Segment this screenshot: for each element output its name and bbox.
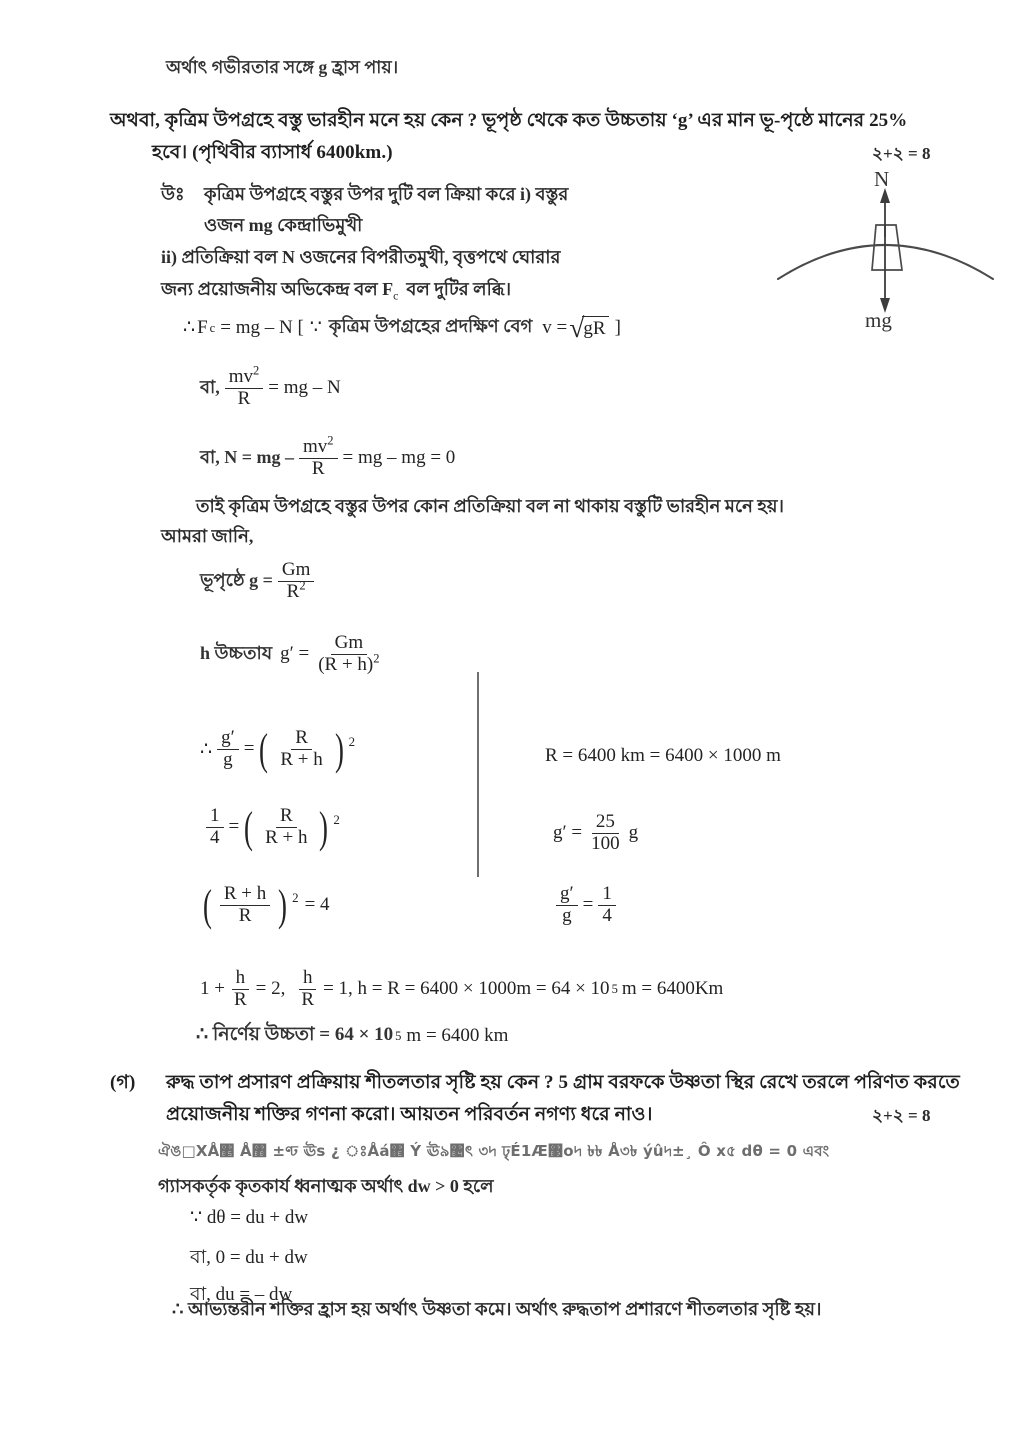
ba2-rhs: = mg – mg = 0 (342, 447, 456, 469)
ratio-lhs-fraction (217, 728, 239, 770)
thermo-conclusion: ∴ আভ্যন্তরীন শক্তির হ্রাস হয় অর্থাৎ উষ্ণতা কমে। অর্থাৎ রুদ্ধতাপ প্রশারণে শীতলতার সৃষ্টি হয়। (172, 1299, 822, 1319)
left-paren: ( (259, 723, 269, 774)
ratio-equals: = (243, 738, 255, 760)
gprime-fraction (587, 812, 624, 854)
therefore-symbol: ∴ (183, 317, 196, 338)
section-g-marks: ২+২ = 8 (872, 1106, 931, 1125)
gprime-tail: g (628, 822, 639, 844)
ba1-denominator: R (237, 387, 251, 409)
ratio-rhs-den: R + h (280, 748, 323, 770)
section-g-label: (গ) (110, 1072, 136, 1093)
equation-ba2 (200, 433, 456, 479)
answer-line-2: ওজন mg কেন্দ্রাভিমুখী (204, 215, 363, 235)
alt-question-line1: অথবা, কৃত্রিম উপগ্রহে বস্তু ভারহীন মনে হয় কেন ? ভূপৃষ্ঠ থেকে কত উচ্চতায় ‘g’ এর মান ভূ-পৃষ্ঠে মানের 25% (110, 110, 908, 131)
equation-fc: ∴ F c = mg – N [ ∵ কৃত্রিম উপগ্রহের প্রদক্ষিণ বেগ v = √ gR ] (183, 311, 621, 343)
quarter-lhs-fraction (206, 806, 224, 848)
quarter-right-paren: ) (319, 801, 329, 852)
equation-final-1: 1 + $\frac{h}{R}$ = 2, $\frac{h}{R}$ = 1, h = R = 6400 × 1000m = 64 × 10 5 m = 6400Km (200, 967, 724, 1010)
sqrt-gr (569, 311, 608, 343)
ba1-rhs: = mg – N (268, 377, 341, 399)
g-height-label: h উচ্চতায (200, 642, 273, 663)
quarter-rhs-num: R (276, 806, 297, 828)
equation-g-surface (200, 560, 317, 602)
final1-d: m = 6400Km (621, 978, 724, 1000)
answer-line-4a: জন্য প্রয়োজনীয় অভিকেন্দ্র বল F (161, 279, 394, 299)
equation-ba1 (200, 363, 341, 409)
answer-line-4-sub: c (393, 288, 399, 303)
equation-ratio-gg (200, 723, 356, 774)
g-height-lhs: g′ = (280, 643, 310, 665)
fc-close-bracket: ] (614, 316, 621, 338)
final1-fraction-1 (230, 968, 251, 1010)
final2-b: m = 6400 km (406, 1025, 509, 1046)
equation-inverted (200, 879, 330, 930)
inverted-right-paren: ) (278, 879, 288, 930)
thermo-equation-1: ∵ dθ = du + dw (190, 1207, 309, 1228)
ggq-lhs-den: g (562, 904, 572, 926)
ba2-prefix: বা, N = mg – (200, 446, 294, 467)
quarter-equals: = (228, 816, 240, 838)
ba2-denominator: R (311, 457, 325, 479)
sqrt-radicand: gR (582, 316, 608, 340)
gprime-lhs: g′ = (553, 822, 583, 844)
gprime-den: 100 (591, 832, 620, 854)
answer-line-1: কৃত্রিম উপগ্রহে বস্তুর উপর দুটি বল ক্রিয়া করে i) বস্তুর (204, 184, 569, 204)
fc-lhs: F (197, 316, 208, 338)
ratio-rhs-fraction (276, 728, 326, 770)
answer-line-3: ii) প্রতিক্রিয়া বল N ওজনের বিপরীতমুখী, বৃত্তপথে ঘোরার (161, 247, 561, 267)
inverted-equals-four: = 4 (304, 894, 330, 916)
answer-line-4 (161, 275, 511, 306)
inverted-den: R (238, 904, 252, 926)
quarter-rhs-fraction (261, 806, 311, 848)
inverted-power: 2 (292, 889, 299, 905)
ggq-rhs-den: 4 (602, 904, 612, 926)
ggq-rhs-num: 1 (598, 884, 616, 906)
fc-v: v = (542, 316, 568, 338)
final1-fraction-2 (297, 968, 318, 1010)
quarter-lhs-num: 1 (206, 806, 224, 828)
quarter-left-paren: ( (244, 801, 254, 852)
ba1-numerator: $mv^2$ (225, 367, 264, 389)
ratio-lhs-den: g (223, 748, 233, 770)
g-height-denominator: $(R + h)^2$ (318, 651, 380, 675)
top-note: অর্থাৎ গভীরতার সঙ্গে g হ্রাস পায়। (166, 57, 399, 77)
final1-den-1: R (233, 988, 247, 1010)
ba1-fraction (225, 363, 264, 409)
final1-num-1: h (232, 968, 250, 990)
answer-line-4b: বল দুটির লব্ধি। (406, 279, 512, 299)
ba1-prefix: বা, (200, 376, 220, 397)
thermo-equation-3: বা, du = – dw (190, 1284, 293, 1305)
answer-paragraph-2: আমরা জানি, (161, 526, 254, 546)
equation-final-2: ∴ নির্ণেয় উচ্চতা = 64 × 10 5 m = 6400 km (196, 1020, 508, 1052)
garbled-encoding-line: ঐঙ□XÅ঵ Å঻ ±ণ্ঢ ঊs ¿ ঃÅá঎ Ý ঊ৯঴ৎ ৩৸ ঢ়ৃÉ1Æ঳o৸ ৳৳ Å৩৳ ýû৸±¸ Ô x৫ dθ = 0 এবং (158, 1142, 830, 1160)
radical-icon: √ (569, 311, 585, 343)
g-surface-fraction (278, 560, 315, 602)
answer-paragraph-1: তাই কৃত্রিম উপগ্রহে বস্তুর উপর কোন প্রতিক্রিয়া বল না থাকায় বস্তুটি ভারহীন মনে হয়। (196, 496, 784, 516)
alt-question-line2: হবে। (পৃথিবীর ব্যাসার্ধ 6400km.) (152, 142, 393, 163)
equation-gprime-percent (553, 812, 638, 854)
g-surface-denominator: $R^2$ (286, 578, 306, 602)
g-surface-numerator: Gm (278, 560, 315, 582)
ratio-therefore: ∴ (200, 738, 213, 760)
g-height-numerator: Gm (331, 633, 368, 655)
section-g-question-line2: প্রয়োজনীয় শক্তির গণনা করো। আয়তন পরিবর্তন নগণ্য ধরে নাও। (166, 1104, 653, 1125)
equation-quarter (203, 801, 340, 852)
ratio-lhs-num: g′ (217, 728, 239, 750)
equation-radius: R = 6400 km = 6400 × 1000 m (545, 745, 781, 766)
section-g-question-line1: রুদ্ধ তাপ প্রসারণ প্রক্রিয়ায় শীতলতার সৃষ্টি হয় কেন ? 5 গ্রাম বরফকে উষ্ণতা স্থির রেখে তরলে পরিণত করতে (166, 1072, 960, 1093)
inverted-fraction (220, 884, 270, 926)
quarter-power: 2 (333, 811, 340, 827)
final1-b: = 2, (255, 978, 286, 1000)
fc-bangla-note: কৃত্রিম উপগ্রহের প্রদক্ষিণ বেগ (328, 316, 533, 336)
equation-g-height (200, 633, 387, 675)
g-height-fraction (314, 633, 383, 675)
because-symbol: ∵ (309, 317, 322, 338)
diagram-label-n: N (874, 167, 890, 191)
satellite-force-diagram (768, 167, 1003, 340)
quarter-lhs-den: 4 (210, 826, 220, 848)
answer-label: উঃ (161, 184, 185, 204)
right-paren: ) (334, 723, 344, 774)
thermo-equation-2: বা, 0 = du + dw (190, 1247, 308, 1268)
satellite-block (872, 225, 902, 270)
inverted-num: R + h (220, 884, 270, 906)
ggq-lhs-num: g′ (556, 884, 578, 906)
final1-a: 1 + (200, 978, 225, 1000)
quarter-rhs-den: R + h (265, 826, 308, 848)
inverted-left-paren: ( (202, 879, 212, 930)
final2-a: ∴ নির্ণেয় উচ্চতা = 64 × 10 (196, 1024, 394, 1045)
equation-gg-quarter (553, 884, 619, 926)
final1-den-2: R (301, 988, 315, 1010)
final1-num-2: h (299, 968, 317, 990)
g-surface-label: ভূপৃষ্ঠে g = (200, 569, 273, 590)
column-divider (477, 672, 479, 877)
alt-question-marks: ২+২ = 8 (872, 144, 931, 163)
ggq-equals: = (582, 894, 594, 916)
ggq-lhs-fraction (556, 884, 578, 926)
ba2-numerator: $mv^2$ (299, 437, 338, 459)
ratio-rhs-num: R (291, 728, 312, 750)
fc-rhs: = mg – N [ (220, 316, 304, 338)
ratio-power: 2 (348, 733, 356, 749)
final1-c: = 1, h = R = 6400 × 1000m = 64 × 10 (323, 978, 610, 1000)
after-garbled-line: গ্যাসকর্তৃক কৃতকার্য ধ্বনাত্মক অর্থাৎ dw > 0 হলে (158, 1176, 494, 1196)
ba2-fraction (299, 433, 338, 479)
diagram-label-mg: mg (865, 308, 892, 332)
gprime-num: 25 (592, 812, 619, 834)
ggq-rhs-fraction (598, 884, 616, 926)
